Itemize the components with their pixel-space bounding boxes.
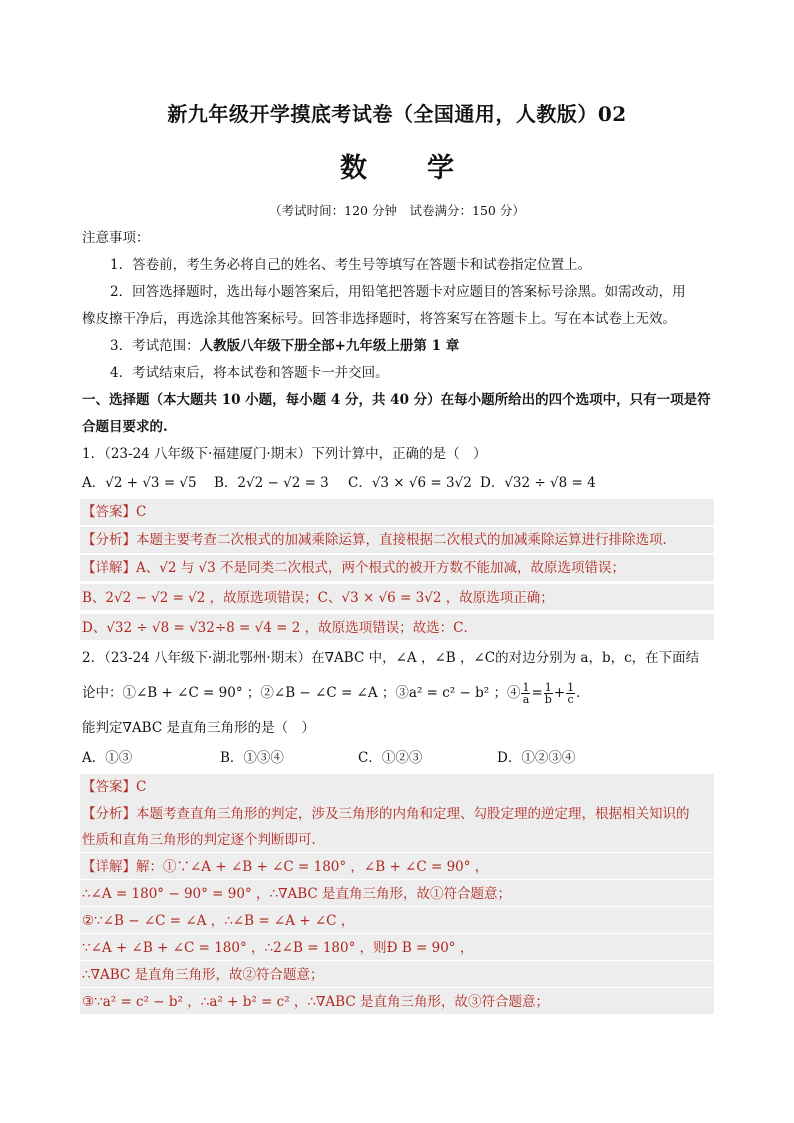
note-item-4: 4．考试结束后，将本试卷和答题卡一并交回。 (110, 365, 389, 381)
q2-conditions: 论中：①∠B + ∠C = 90° ；②∠B − ∠C = ∠A ；③a² = c² − b² ；④ (82, 685, 521, 701)
q2-frac-b: $\frac{1}{b}$ (544, 681, 552, 706)
q2-detail-6: ③∵a² = c² − b² ，∴a² + b² = c² ，∴∇ABC 是直角三角形，故③符合题意； (82, 994, 549, 1010)
notes-heading: 注意事项： (82, 230, 150, 246)
q1-detail-1: 【详解】A、√2 与 √3 不是同类二次根式，两个根式的被开方数不能加减，故原选项错误； (82, 560, 626, 576)
note-item-2: 2．回答选择题时，选出每小题答案后，用铅笔把答题卡对应题目的答案标号涂黑。如需改动，用 (110, 284, 686, 300)
q1-stem: 1．（23-24 八年级下·福建厦门·期末）下列计算中，正确的是（ ） (82, 446, 487, 462)
q2-options (82, 748, 714, 768)
note-item-3 (110, 336, 714, 356)
q1-option-c: C．√3 × √6 = 3√2 (348, 475, 472, 491)
q2-frac-c: $\frac{1}{c}$ (567, 681, 575, 706)
q2-analysis-2: 性质和直角三角形的判定逐个判断即可． (82, 832, 325, 848)
q2-option-b: B．①③④ (220, 750, 284, 766)
q1-detail-3: D、√32 ÷ √8 = √32÷8 = √4 = 2 ，故原选项错误；故选：C． (82, 620, 477, 636)
q2-stem-2: 论中：①∠B + ∠C = 90° ；②∠B − ∠C = ∠A ；③a² = c² − b² ；④ $\frac{1}{a}$ = $\frac{1}{b}$ + $\frac{1}{c}$ ． (82, 681, 590, 706)
q1-option-d: D．√32 ÷ √8 = 4 (480, 475, 596, 491)
subject-heading: 数学 (340, 153, 514, 184)
q2-frac-a: $\frac{1}{a}$ (522, 681, 530, 706)
q2-detail-5: ∴∇ABC 是直角三角形，故②符合题意； (82, 967, 324, 983)
note-item-2-cont: 橡皮擦干净后，再选涂其他答案标号。回答非选择题时，将答案写在答题卡上。写在本试卷上无效。 (82, 311, 676, 327)
q2-option-d: D．①②③④ (497, 750, 576, 766)
q2-stem-3: 能判定∇ABC 是直角三角形的是（ ） (82, 720, 315, 736)
q1-option-a: A．√2 + √3 = √5 (82, 475, 197, 491)
q2-detail-2: ∴∠A = 180° − 90° = 90° ，∴∇ABC 是直角三角形，故①符合题意； (82, 886, 512, 902)
q2-option-a: A．①③ (82, 750, 133, 766)
q1-analysis: 【分析】本题主要考查二次根式的加减乘除运算，直接根据二次根式的加减乘除运算进行排除选项． (82, 532, 676, 548)
note-item-3-label: 3．考试范围： (110, 338, 200, 354)
q1-detail-2: B、2√2 − √2 = √2 ，故原选项错误；C、√3 × √6 = 3√2 ，故原选项正确； (82, 590, 554, 606)
q2-answer: 【答案】C (82, 779, 147, 795)
q1-option-b: B．2√2 − √2 = 3 (214, 475, 329, 491)
note-item-1: 1．答卷前，考生务必将自己的姓名、考生号等填写在答题卡和试卷指定位置上。 (110, 257, 592, 273)
section-heading-cont: 合题目要求的. (82, 419, 168, 435)
q2-detail-3: ②∵∠B − ∠C = ∠A ，∴∠B = ∠A + ∠C ， (82, 913, 355, 929)
q1-answer: 【答案】C (82, 504, 147, 520)
q2-option-c: C．①②③ (358, 750, 423, 766)
q2-detail-1: 【详解】解：①∵∠A + ∠B + ∠C = 180° ，∠B + ∠C = 90° ， (82, 859, 489, 875)
q2-detail-4: ∵∠A + ∠B + ∠C = 180° ，∴2∠B = 180° ，则Ð B = 90° ， (82, 940, 474, 956)
q2-analysis-1: 【分析】本题考查直角三角形的判定，涉及三角形的内角和定理、勾股定理的逆定理，根据相关知识的 (82, 806, 690, 822)
q1-options (82, 473, 714, 493)
exam-info: （考试时间：120 分钟 试卷满分：150 分） (269, 203, 525, 218)
note-item-3-scope: 人教版八年级下册全部+九年级上册第 1 章 (199, 338, 460, 354)
q2-stem-1: 2．（23-24 八年级下·湖北鄂州·期末）在∇ABC 中，∠A ，∠B ，∠C的对边分别为 a，b，c，在下面结 (82, 650, 700, 666)
section-heading: 一、选择题（本大题共 10 小题，每小题 4 分，共 40 分）在每小题所给出的四个选项中，只有一项是符 (82, 392, 711, 408)
page-title: 新九年级开学摸底考试卷（全国通用，人教版）02 (167, 102, 627, 126)
